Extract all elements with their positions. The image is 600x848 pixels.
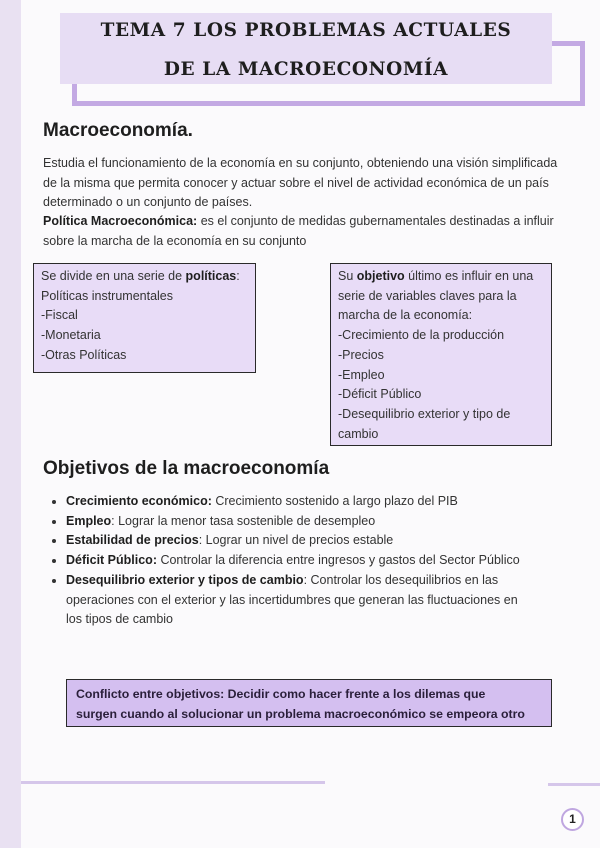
footer-divider	[548, 783, 600, 786]
policies-item: Políticas instrumentales	[41, 288, 174, 303]
policies-item: -Monetaria	[41, 328, 101, 343]
objective-term: Empleo	[66, 513, 112, 528]
objective-line: cambio	[338, 426, 379, 441]
page-number-badge: 1	[561, 808, 584, 831]
policies-tail: :	[236, 269, 240, 283]
objective-bold: objetivo	[356, 269, 405, 283]
policies-box	[33, 263, 256, 373]
policy-definition-line2: sobre la marcha de la economía en su conjunto	[43, 233, 307, 248]
objective-line: -Déficit Público	[338, 387, 422, 402]
objective-lead: Su	[338, 269, 357, 283]
objective-box	[330, 263, 552, 446]
objective-line: marcha de la economía:	[338, 308, 473, 323]
policies-bold: políticas	[185, 269, 237, 283]
title-frame-accent-top	[552, 41, 580, 46]
intro-line: de la misma que permita conocer y actuar sobre el nivel de actividad económica de un país	[43, 175, 549, 190]
policy-definition	[43, 212, 554, 251]
objective-term: Estabilidad de precios	[66, 533, 199, 548]
objective-text: : Lograr la menor tasa sostenible de desempleo	[111, 513, 376, 528]
intro-paragraph	[43, 154, 557, 213]
section-heading-macroeconomia: Macroeconomía.	[43, 120, 193, 141]
objective-item-precios	[66, 531, 566, 551]
objective-item-empleo	[66, 512, 566, 532]
objective-text: Controlar la diferencia entre ingresos y gastos del Sector Público	[156, 553, 520, 568]
policies-lead: Se divide en una serie de	[41, 269, 186, 283]
objective-item-deficit	[66, 551, 566, 571]
objective-line: -Empleo	[338, 367, 385, 382]
policy-term: Política Macroeconómica:	[43, 214, 198, 228]
intro-line: Estudia el funcionamiento de la economía en su conjunto, obteniendo una visión simplificada	[43, 156, 558, 170]
objective-term: Desequilibrio exterior y tipos de cambio	[66, 572, 304, 587]
objective-item-crecimiento	[66, 492, 566, 512]
objective-term: Déficit Público:	[66, 553, 157, 568]
objectives-list	[48, 492, 566, 630]
conflict-line: Conflicto entre objetivos: Decidir como hacer frente a los dilemas que	[76, 687, 486, 701]
objective-term: Crecimiento económico:	[66, 494, 212, 508]
policies-item: -Fiscal	[41, 308, 78, 323]
objective-text: : Controlar los desequilibrios en las operaciones con el exterior y las incertidumbres que generan las fluctuaciones en los tipos de cambio	[66, 572, 518, 627]
objective-item-desequilibrio	[66, 571, 566, 630]
left-decor-stripe	[0, 0, 21, 848]
section-heading-objetivos: Objetivos de la macroeconomía	[43, 458, 330, 479]
conflict-line: surgen cuando al solucionar un problema macroeconómico se empeora otro	[76, 707, 525, 721]
page-title-line1: TEMA 7 LOS PROBLEMAS ACTUALES	[100, 20, 512, 41]
page-title-line2: DE LA MACROECONOMÍA	[163, 59, 449, 80]
objective-line: -Precios	[338, 347, 384, 362]
objective-text: Crecimiento sostenido a largo plazo del PIB	[211, 494, 458, 508]
policy-definition-text: es el conjunto de medidas gubernamentales destinadas a influir	[197, 214, 554, 228]
footer-divider	[21, 781, 325, 784]
policies-item: -Otras Políticas	[41, 347, 127, 362]
objective-tail: último es influir en una	[404, 269, 534, 283]
conflict-callout	[66, 679, 552, 727]
objective-line: -Crecimiento de la producción	[338, 328, 505, 343]
objective-line: serie de variables claves para la	[338, 288, 517, 303]
objective-line: -Desequilibrio exterior y tipo de	[338, 406, 511, 421]
objective-text: : Lograr un nivel de precios estable	[198, 533, 394, 548]
intro-line: determinado o un conjunto de países.	[43, 195, 253, 209]
